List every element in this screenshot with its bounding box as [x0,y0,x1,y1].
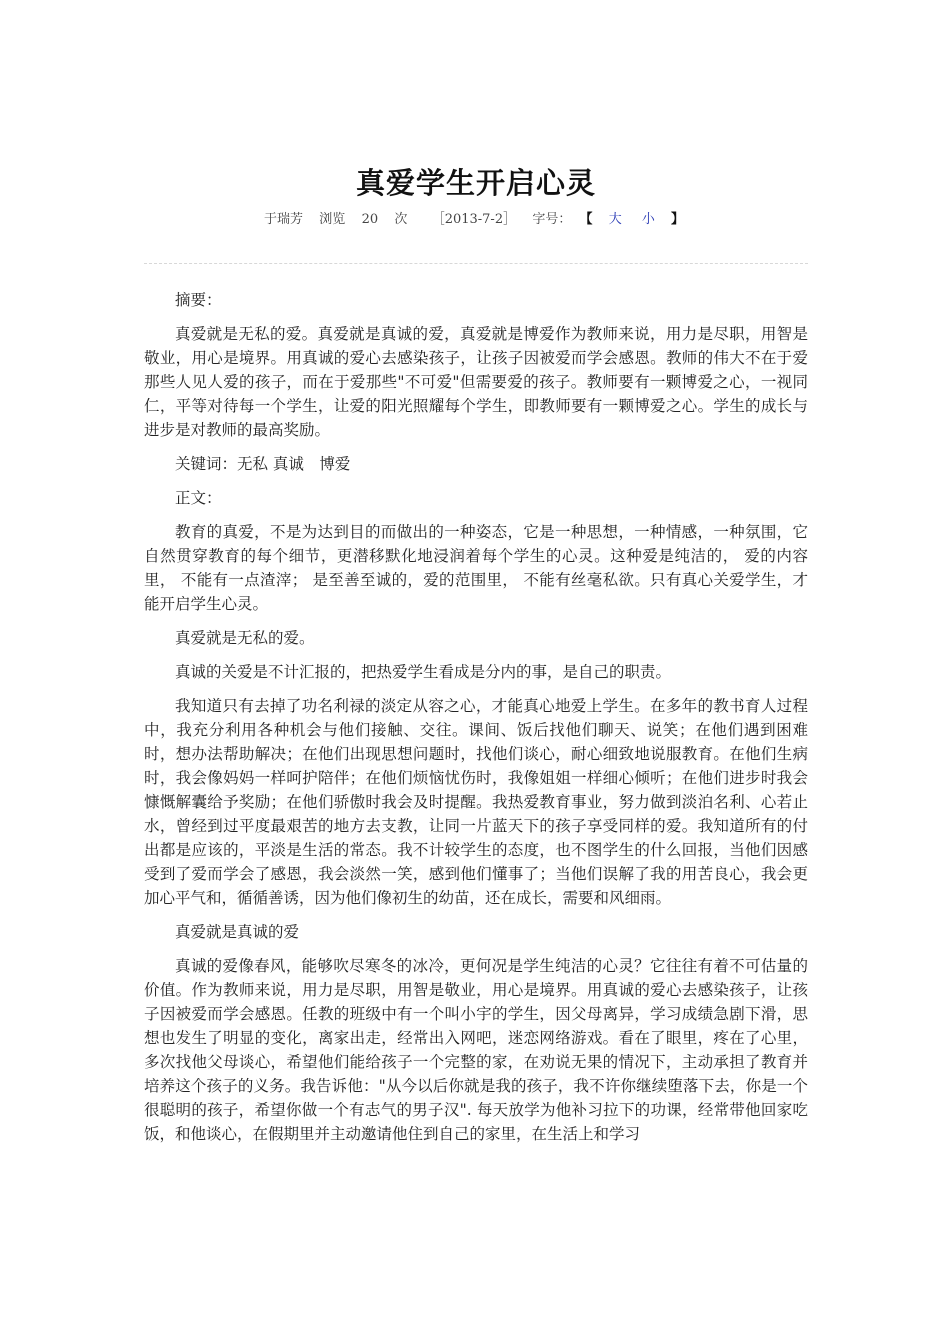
publish-date: ［2013-7-2］ [431,212,517,227]
views-label: 浏览 [319,212,346,227]
font-size-large-link[interactable]: 大 [608,212,622,227]
body-paragraph: 我知道只有去掉了功名利禄的淡定从容之心，才能真心地爱上学生。在多年的教书育人过程中，我充分利用各种机会与他们接触、交往。课间、饭后找他们聊天、说笑；在他们遇到困难时，想办法帮助解决；在他们出现思想问题时，找他们谈心，耐心细致地说服教育。在他们生病时，我会像妈妈一样呵护陪伴；在他们烦恼忧伤时，我像姐姐一样细心倾听；在他们进步时我会慷慨解囊给予奖励；在他们骄傲时我会及时提醒。我热爱教育事业，努力做到淡泊名利、心若止水，曾经到过平度最艰苦的地方去支教，让同一片蓝天下的孩子享受同样的爱。我知道所有的付出都是应该的，平淡是生活的常态。我不计较学生的态度，也不图学生的什么回报，当他们因感受到了爱而学会了感恩，我会淡然一笑，感到他们懂事了；当他们误解了我的用苦良心，我会更加心平气和，循循善诱，因为他们像初生的幼苗，还在成长，需要和风细雨。 [144,697,808,907]
bracket-open: 【 [579,212,593,227]
keywords: 关键词：无私 真诚 博爱 [175,455,351,473]
article-page [144,0,808,1156]
body-paragraph: 教育的真爱，不是为达到目的而做出的一种姿态，它是一种思想，一种情感，一种氛围，它自然贯穿教育的每个细节，更潜移默化地浸润着每个学生的心灵。这种爱是纯洁的， 爱的内容里， 不能有一点渣滓； 是至善至诚的，爱的范围里， 不能有丝毫私欲。只有真心关爱学生，才能开启学生心灵。 [144,523,808,613]
views-count: 20 [361,212,379,227]
article-meta [144,211,808,229]
bracket-close: 】 [671,212,685,227]
author-name: 于瑞芳 [263,212,303,227]
header-divider [144,263,808,264]
abstract-text: 真爱就是无私的爱。真爱就是真诚的爱，真爱就是博爱作为教师来说，用力是尽职，用智是敬业，用心是境界。用真诚的爱心去感染孩子，让孩子因被爱而学会感恩。教师的伟大不在于爱那些人见人爱的孩子，而在于爱那些"不可爱"但需要爱的孩子。教师要有一颗博爱之心，一视同仁，平等对待每一个学生，让爱的阳光照耀每个学生，即教师要有一颗博爱之心。学生的成长与进步是对教师的最高奖励。 [144,325,808,439]
section-heading: 真爱就是无私的爱。 [175,629,315,647]
body-heading: 正文： [175,489,222,507]
font-size-small-link[interactable]: 小 [641,212,655,227]
abstract-heading: 摘要： [175,291,222,309]
article-title: 真爱学生开启心灵 [355,166,596,200]
section-heading: 真爱就是真诚的爱 [175,923,300,941]
body-paragraph: 真诚的关爱是不计汇报的，把热爱学生看成是分内的事，是自己的职责。 [175,663,672,681]
views-unit: 次 [394,212,408,227]
article-body [144,288,808,1146]
font-size-label: 字号： [532,212,572,227]
body-paragraph: 真诚的爱像春风，能够吹尽寒冬的冰冷，更何况是学生纯洁的心灵？它往往有着不可估量的价值。作为教师来说，用力是尽职，用智是敬业，用心是境界。用真诚的爱心去感染孩子，让孩子因被爱而学会感恩。任教的班级中有一个叫小宇的学生，因父母离异，学习成绩急剧下滑，思想也发生了明显的变化，离家出走，经常出入网吧，迷恋网络游戏。看在了眼里，疼在了心里，多次找他父母谈心，希望他们能给孩子一个完整的家，在劝说无果的情况下，主动承担了教育并培养这个孩子的义务。我告诉他："从今以后你就是我的孩子，我不许你继续堕落下去，你是一个很聪明的孩子，希望你做一个有志气的男子汉". 每天放学为他补习拉下的功课，经常带他回家吃饭，和他谈心，在假期里并主动邀请他住到自己的家里，在生活上和学习 [144,957,808,1143]
